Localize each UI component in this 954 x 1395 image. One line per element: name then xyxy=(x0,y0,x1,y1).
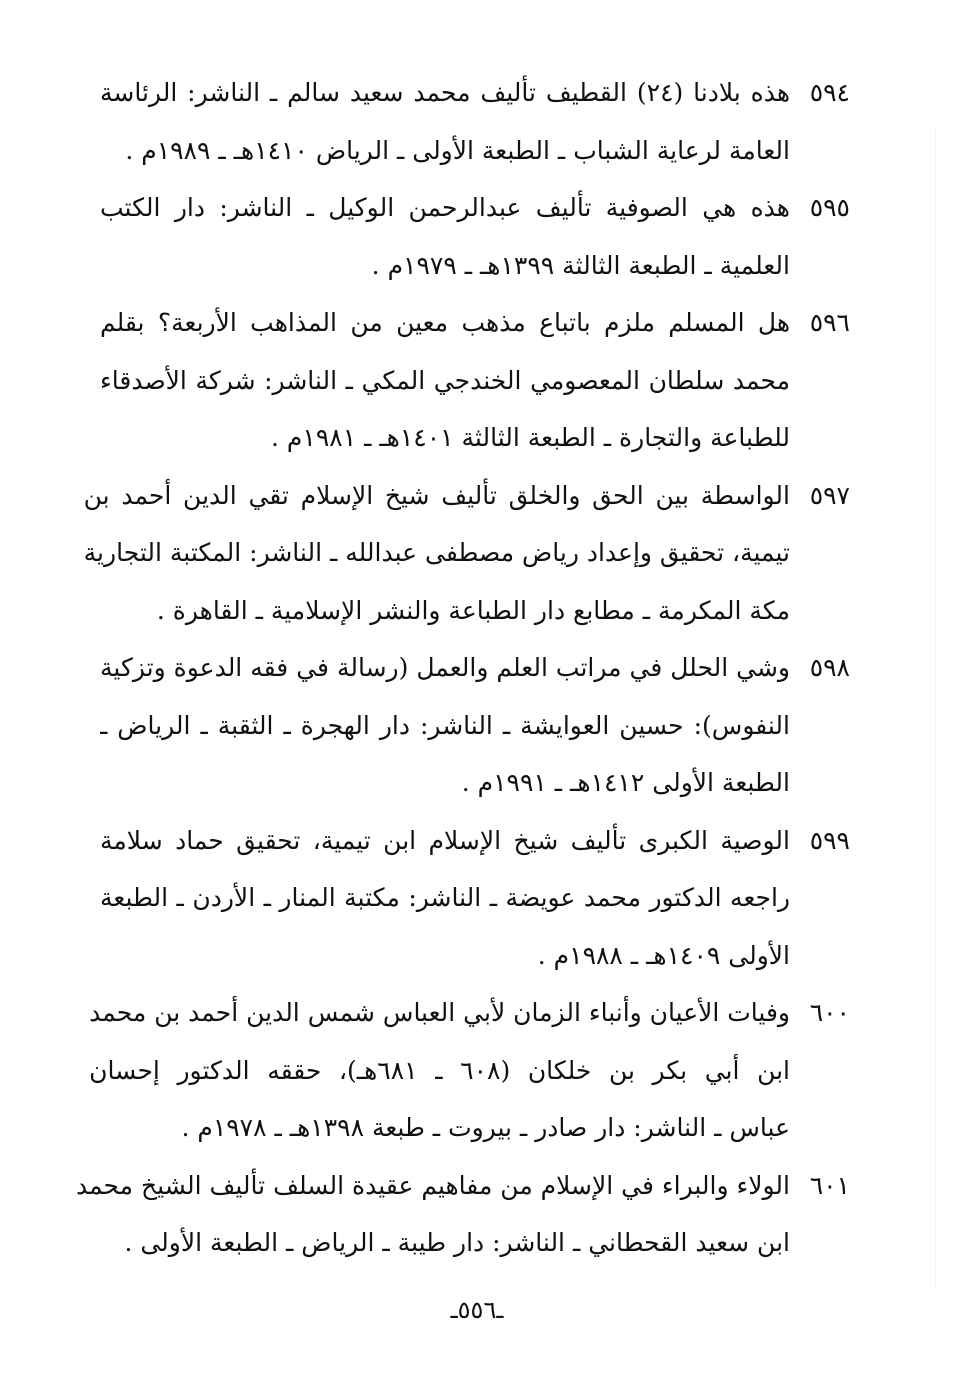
entry-line: الواسطة بين الحق والخلق تأليف شيخ الإسلام تقي الدين أحمد بن xyxy=(83,480,790,510)
bibliography-entry xyxy=(83,467,852,640)
entry-line: ابن سعيد القحطاني ـ الناشر: دار طيبة ـ الرياض ـ الطبعة الأولى . xyxy=(124,1228,790,1257)
bibliography-entry xyxy=(100,812,852,985)
entry-number: ٥٩٩ xyxy=(809,825,850,855)
page-edge-shadow xyxy=(935,130,936,1290)
bibliography-entry xyxy=(100,179,852,294)
entry-text xyxy=(100,812,790,985)
entry-line: للطباعة والتجارة ـ الطبعة الثالثة ١٤٠١هـ ـ ١٩٨١م . xyxy=(271,423,790,452)
entry-number: ٥٩٧ xyxy=(809,480,850,510)
entry-line: ابن أبي بكر بن خلكان (٦٠٨ ـ ٦٨١هـ)، حققه الدكتور إحسان xyxy=(89,1055,790,1085)
entry-line: الولاء والبراء في الإسلام من مفاهيم عقيدة السلف تأليف الشيخ محمد xyxy=(75,1170,790,1200)
entry-number: ٥٩٤ xyxy=(809,78,850,107)
entry-line: مكة المكرمة ـ مطابع دار الطباعة والنشر الإسلامية ـ القاهرة . xyxy=(156,595,790,625)
entry-number: ٦٠١ xyxy=(809,1170,850,1200)
entry-number: ٦٠٠ xyxy=(809,998,850,1027)
entry-number: ٥٩٨ xyxy=(809,653,850,682)
entry-line: العامة لرعاية الشباب ـ الطبعة الأولى ـ الرياض ١٤١٠هـ ـ ١٩٨٩م . xyxy=(125,135,790,165)
entry-line: عباس ـ الناشر: دار صادر ـ بيروت ـ طبعة ١٣٩٨هـ ـ ١٩٧٨م . xyxy=(181,1113,790,1142)
entry-line: الأولى ١٤٠٩هـ ـ ١٩٨٨م . xyxy=(537,940,790,970)
page-number: ـ٥٥٦ـ xyxy=(450,1296,504,1324)
bibliography-entry xyxy=(75,1157,852,1272)
bibliography-entry xyxy=(100,64,852,179)
entry-text xyxy=(100,64,790,179)
bibliography-entry xyxy=(100,294,852,467)
entry-line: تيمية، تحقيق وإعداد رياض مصطفى عبدالله ـ الناشر: المكتبة التجارية xyxy=(83,538,790,567)
entry-line: هذه هي الصوفية تأليف عبدالرحمن الوكيل ـ الناشر: دار الكتب xyxy=(100,193,790,222)
entry-number: ٥٩٥ xyxy=(809,193,850,222)
bibliography-entry xyxy=(89,984,852,1157)
entry-line: هذه بلادنا (٢٤) القطيف تأليف محمد سعيد سالم ـ الناشر: الرئاسة xyxy=(100,78,790,107)
entry-text xyxy=(84,467,790,640)
entry-line: العلمية ـ الطبعة الثالثة ١٣٩٩هـ ـ ١٩٧٩م . xyxy=(371,250,790,280)
entry-number: ٥٩٦ xyxy=(809,308,850,337)
entry-line: الوصية الكبرى تأليف شيخ الإسلام ابن تيمية، تحقيق حماد سلامة xyxy=(100,825,790,855)
entry-text xyxy=(100,294,790,467)
entry-line: وفيات الأعيان وأنباء الزمان لأبي العباس شمس الدين أحمد بن محمد xyxy=(89,998,790,1027)
entry-text xyxy=(89,984,790,1157)
entry-line: الطبعة الأولى ١٤١٢هـ ـ ١٩٩١م . xyxy=(461,768,790,797)
entry-line: محمد سلطان المعصومي الخندجي المكي ـ الناشر: شركة الأصدقاء xyxy=(100,365,790,395)
entry-line: النفوس): حسين العوايشة ـ الناشر: دار الهجرة ـ الثقبة ـ الرياض ـ xyxy=(100,710,790,740)
entry-text xyxy=(100,639,790,812)
bibliography-entry xyxy=(100,639,852,812)
entry-line: هل المسلم ملزم باتباع مذهب معين من المذاهب الأربعة؟ بقلم xyxy=(100,308,790,337)
entry-text xyxy=(76,1157,790,1272)
entry-line: وشي الحلل في مراتب العلم والعمل (رسالة في فقه الدعوة وتزكية xyxy=(100,653,790,682)
entry-text xyxy=(100,179,790,294)
entry-line: راجعه الدكتور محمد عويضة ـ الناشر: مكتبة المنار ـ الأردن ـ الطبعة xyxy=(100,883,790,912)
bibliography-list xyxy=(75,64,852,1272)
